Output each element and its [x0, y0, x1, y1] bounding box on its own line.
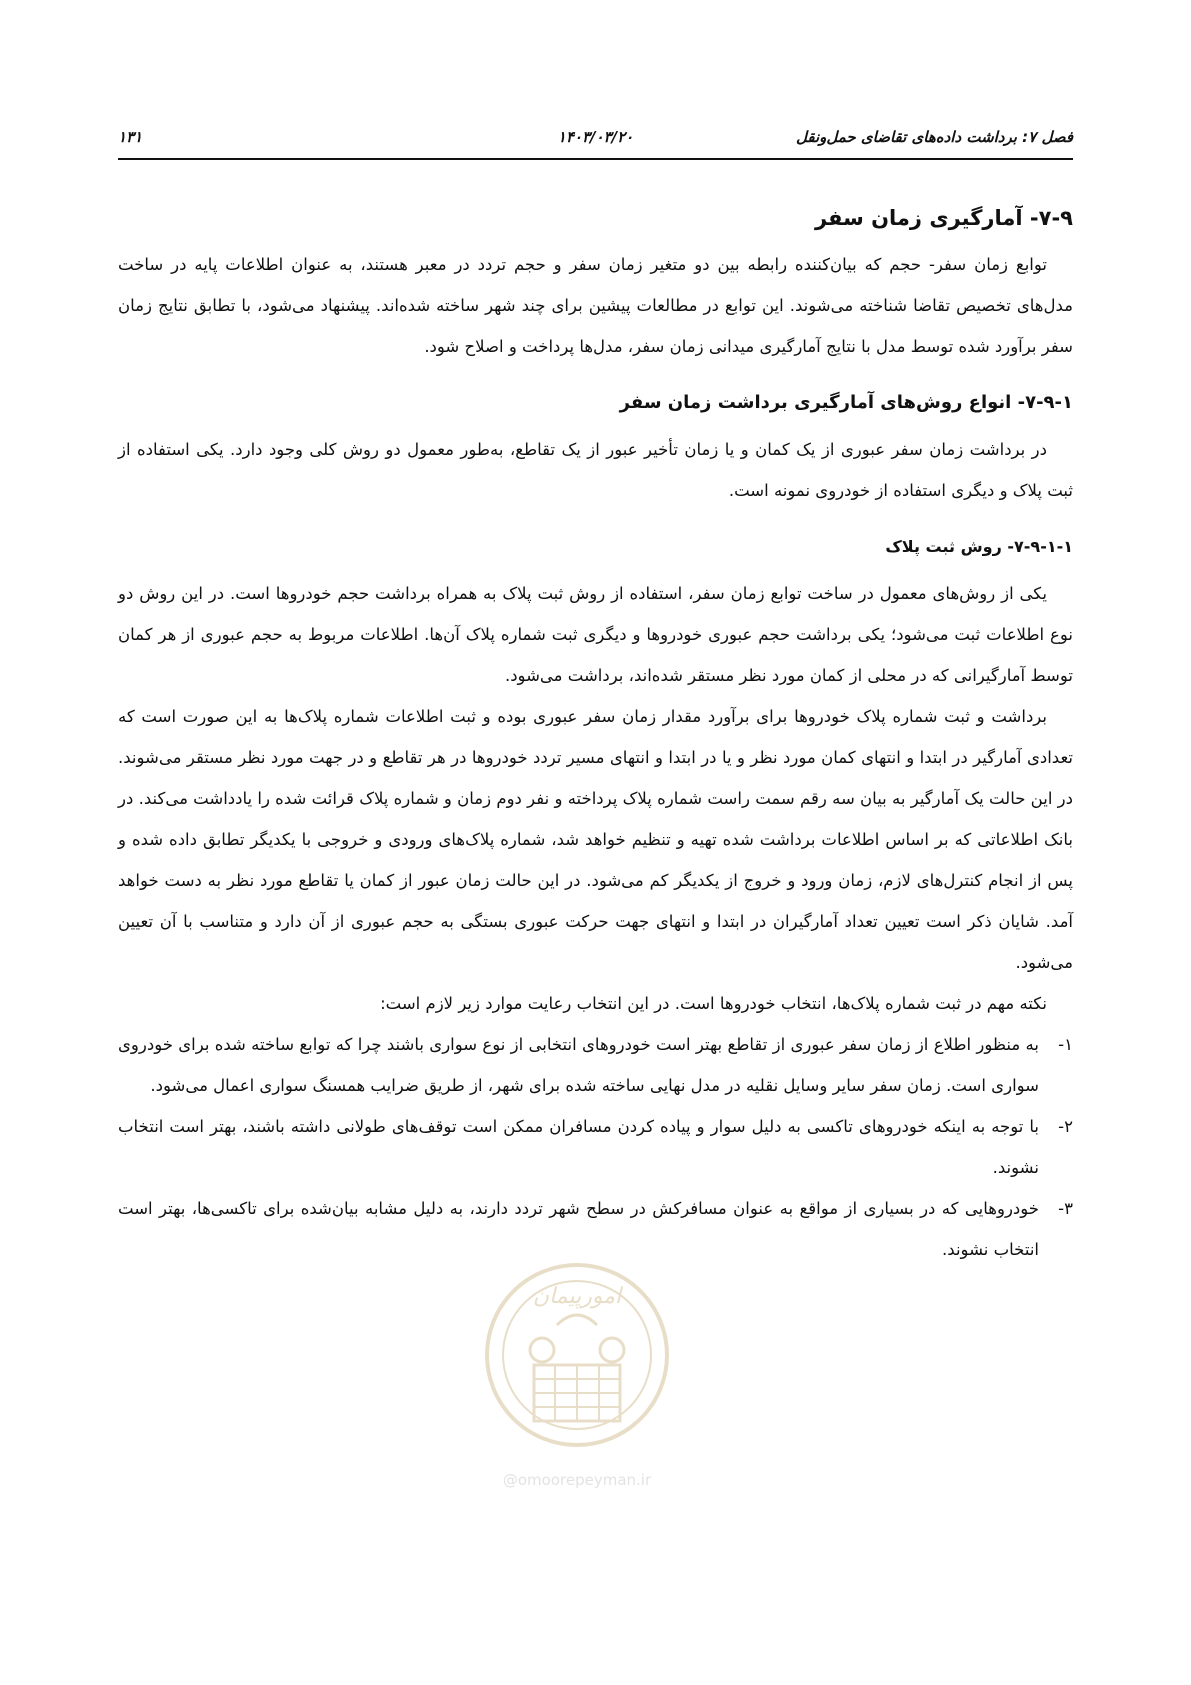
subsection-heading: ۷-۹-۱- انواع روش‌های آمارگیری برداشت زمان سفر [619, 392, 1073, 413]
list-item-text: خودروهایی که در بسیاری از مواقع به عنوان مسافرکش در سطح شهر تردد دارند، به دلیل مشابه بیان‌شده برای تاکسی‌ها، بهتر است انتخاب نشوند. [118, 1199, 1039, 1259]
page-content [118, 196, 1073, 1270]
running-header [118, 128, 1073, 152]
subsection-paragraph: در برداشت زمان سفر عبوری از یک کمان و یا زمان تأخیر عبور از یک تقاطع، به‌طور معمول دو روش کلی وجود دارد. یکی استفاده از ثبت پلاک و دیگری استفاده از خودروی نمونه است. [118, 440, 1073, 500]
section-heading: ۷-۹- آمارگیری زمان سفر [814, 206, 1073, 230]
watermark-url: @omoorepeyman.ir [502, 1471, 652, 1489]
section-paragraph: توابع زمان سفر- حجم که بیان‌کننده رابطه بین دو متغیر زمان سفر و حجم تردد در معبر هستند، به عنوان اطلاعات پایه در ساخت مدل‌های تخصیص تقاضا شناخته می‌شوند. این توابع در مطالعات پیشین برای چند شهر ساخته شده‌اند. پیشنهاد می‌شود، با تطابق نتایج زمان سفر برآورد شده توسط مدل با نتایج آمارگیری میدانی زمان سفر، مدل‌ها پرداخت و اصلاح شود. [118, 255, 1073, 356]
body-paragraph: نکته مهم در ثبت شماره پلاک‌ها، انتخاب خودروها است. در این انتخاب رعایت موارد زیر لازم است: [380, 994, 1047, 1013]
selection-criteria-list [118, 1024, 1073, 1270]
chapter-title: فصل ۷: برداشت داده‌های تقاضای حمل‌ونقل [796, 128, 1073, 146]
list-item [118, 1024, 1073, 1106]
list-item-text: با توجه به اینکه خودروهای تاکسی به دلیل سوار و پیاده کردن مسافران ممکن است توقف‌های طولانی داشته باشند، بهتر است انتخاب نشوند. [118, 1117, 1039, 1177]
list-item-number: ۳- [1058, 1199, 1073, 1218]
list-item-number: ۲- [1058, 1117, 1073, 1136]
header-date: ۱۴۰۳/۰۳/۲۰ [557, 128, 634, 146]
subsubsection-heading: ۷-۹-۱-۱- روش ثبت پلاک [885, 537, 1073, 556]
list-item-text: به منظور اطلاع از زمان سفر عبوری از تقاطع بهتر است خودروهای انتخابی از نوع سواری باشند چرا که توابع ساخته شده برای خودروی سواری است. زمان سفر سایر وسایل نقلیه در مدل نهایی ساخته شده برای شهر، از طریق ضرایب همسنگ سواری اعمال می‌شود. [118, 1035, 1039, 1095]
list-item-number: ۱- [1058, 1035, 1073, 1054]
page-number: ۱۳۱ [118, 128, 143, 146]
header-rule [118, 158, 1073, 160]
body-paragraph: برداشت و ثبت شماره پلاک خودروها برای برآورد مقدار زمان سفر عبوری بوده و ثبت اطلاعات شماره پلاک‌ها به این صورت است که تعدادی آمارگیر در ابتدا و انتهای کمان مورد نظر و یا در ابتدا و انتهای مسیر تردد خودروها در هر تقاطع و در جهت مورد نظر مستقر می‌شوند. در این حالت یک آمارگیر به بیان سه رقم سمت راست شماره پلاک پرداخته و نفر دوم زمان و شماره پلاک قرائت شده را یادداشت می‌کند. در بانک اطلاعاتی که بر اساس اطلاعات برداشت شده تهیه و تنظیم خواهد شد، شماره پلاک‌های ورودی و خروجی با یکدیگر تطابق داده شده و پس از انجام کنترل‌های لازم، زمان ورود و خروج از یکدیگر کم می‌شود. در این حالت زمان عبور از کمان یا تقاطع مورد نظر به دست خواهد آمد. شایان ذکر است تعیین تعداد آمارگیران در ابتدا و انتهای جهت حرکت عبوری بستگی به حجم عبوری از آن دارد و متناسب با آن تعیین می‌شود. [118, 707, 1073, 972]
watermark-logo [462, 1255, 692, 1495]
watermark-logo-text: امورپیمان [532, 1284, 622, 1309]
body-paragraph: یکی از روش‌های معمول در ساخت توابع زمان سفر، استفاده از روش ثبت پلاک به همراه برداشت حجم خودروها است. در این روش دو نوع اطلاعات ثبت می‌شود؛ یکی برداشت حجم عبوری خودروها و دیگری ثبت شماره پلاک آن‌ها. اطلاعات مربوط به حجم عبوری از هر کمان توسط آمارگیرانی که در محلی از کمان مورد نظر مستقر شده‌اند، برداشت می‌شود. [118, 584, 1073, 685]
list-item [118, 1106, 1073, 1188]
list-item [118, 1188, 1073, 1270]
